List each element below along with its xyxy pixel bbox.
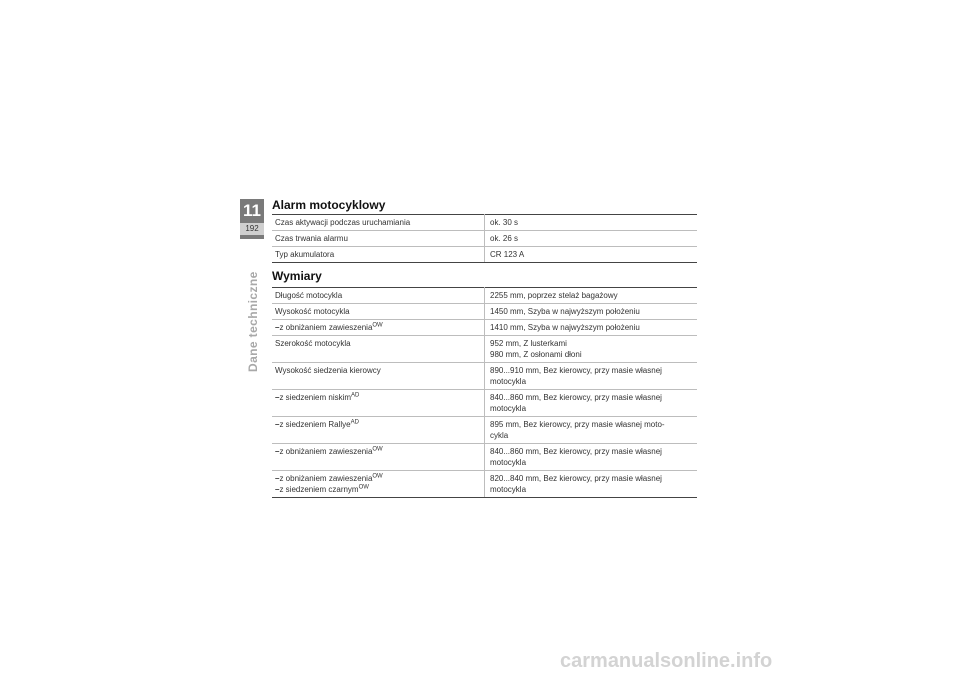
value-line: 952 mm, Z lusterkami [490,339,567,348]
value-line: 840...860 mm, Bez kierowcy, przy masie własnej [490,447,662,456]
row-value: ok. 30 s [485,215,698,231]
row-value [485,444,698,471]
value-line: motocykla [490,377,527,386]
table-row [272,417,697,444]
value-line: motocykla [490,404,527,413]
page-number: 192 [240,223,264,235]
chapter-side-label: Dane techniczne [246,271,260,372]
value-line: 820...840 mm, Bez kierowcy, przy masie własnej [490,474,662,483]
row-value [485,363,698,390]
row-label: Czas aktywacji podczas uruchamiania [272,215,485,231]
row-value: 1450 mm, Szyba w najwyższym położeniu [485,304,698,320]
table-row [272,215,697,231]
row-value: ok. 26 s [485,231,698,247]
value-line: 840...860 mm, Bez kierowcy, przy masie własnej [490,393,662,402]
table-row [272,444,697,471]
row-label: Czas trwania alarmu [272,231,485,247]
value-line: 890...910 mm, Bez kierowcy, przy masie własnej [490,366,662,375]
table-row [272,247,697,263]
sub-label: – z obniżaniem zawieszenia$^{OW}$ [275,473,481,484]
table-row [272,231,697,247]
table-row [272,288,697,304]
table-row [272,471,697,498]
chapter-marker [240,199,264,239]
sub-label: – z siedzeniem Rallye$^{AD}$ [275,419,481,430]
row-value [485,417,698,444]
sub-label: – z siedzeniem czarnym$^{OW}$ [275,484,481,495]
row-label [272,320,485,336]
dimensions-section-title: Wymiary [272,269,322,283]
row-value: CR 123 A [485,247,698,263]
value-line: 895 mm, Bez kierowcy, przy masie własnej moto- [490,420,665,429]
value-line: 980 mm, Z osłonami dłoni [490,350,582,359]
row-label: Wysokość siedzenia kierowcy [272,363,485,390]
option-code: OW [358,484,369,491]
option-code: OW [372,473,383,480]
sub-label: – z obniżaniem zawieszenia$^{OW}$ [275,322,481,333]
row-label: Wysokość motocykla [272,304,485,320]
row-label [272,390,485,417]
row-value: 1410 mm, Szyba w najwyższym położeniu [485,320,698,336]
row-value [485,471,698,498]
chapter-number: 11 [243,201,261,220]
value-line: cykla [490,431,509,440]
watermark: carmanualsonline.info [560,650,773,672]
sub-label: – z siedzeniem niskim$^{AD}$ [275,392,481,403]
row-value [485,336,698,363]
table-row [272,336,697,363]
dimensions-table [272,287,697,498]
table-row [272,320,697,336]
table-row [272,363,697,390]
row-label [272,444,485,471]
table-row [272,304,697,320]
value-line: motocykla [490,458,527,467]
row-label: Typ akumulatora [272,247,485,263]
option-code: AD [351,392,360,399]
row-label: Szerokość motocykla [272,336,485,363]
alarm-table [272,214,697,263]
alarm-section-title: Alarm motocyklowy [272,198,386,212]
row-value: 2255 mm, poprzez stelaż bagażowy [485,288,698,304]
row-label [272,417,485,444]
sub-label: – z obniżaniem zawieszenia$^{OW}$ [275,446,481,457]
table-row [272,390,697,417]
row-value [485,390,698,417]
option-code: OW [372,446,383,453]
option-code: OW [372,322,383,329]
row-label [272,471,485,498]
option-code: AD [350,419,359,426]
value-line: motocykla [490,485,527,494]
row-label: Długość motocykla [272,288,485,304]
